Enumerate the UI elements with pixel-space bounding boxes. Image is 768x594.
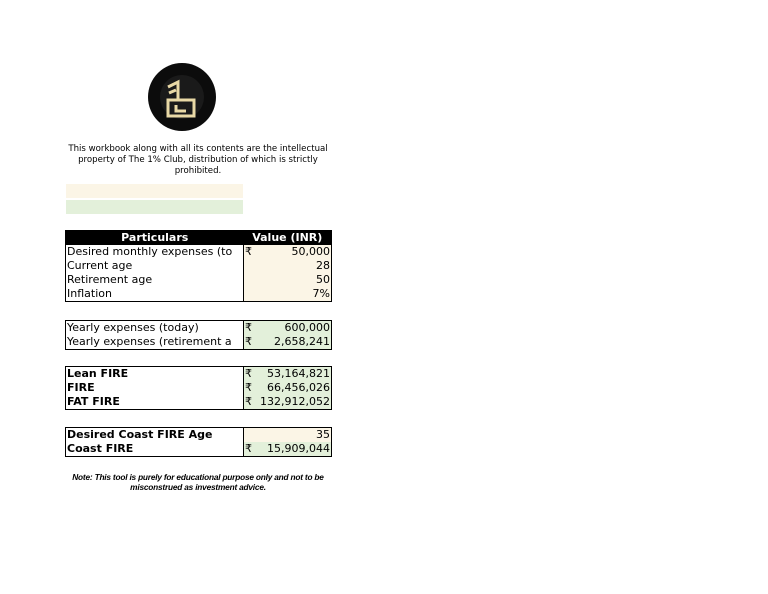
cell-value: 2,658,241 — [274, 335, 330, 348]
yearly-expenses-retirement-cell[interactable] — [244, 335, 332, 350]
row-label: FIRE — [67, 381, 95, 394]
cell-value: 50,000 — [291, 245, 330, 258]
current-age-input[interactable] — [244, 259, 332, 273]
row-label: Desired Coast FIRE Age — [67, 428, 213, 441]
brand-logo — [147, 63, 217, 131]
row-label: Current age — [67, 259, 133, 272]
row-label: Coast FIRE — [67, 442, 134, 455]
inflation-input[interactable] — [244, 287, 332, 302]
cell-value: 66,456,026 — [267, 381, 330, 394]
output-cell-swatch — [66, 200, 243, 214]
cell-value: 50 — [316, 273, 330, 286]
column-header-particulars: Particulars — [66, 231, 244, 246]
retirement-age-input[interactable] — [244, 273, 332, 287]
row-label: Yearly expenses (today) — [67, 321, 199, 334]
currency-symbol: ₹ — [245, 245, 252, 258]
fat-fire-cell[interactable] — [244, 395, 332, 410]
row-label: Retirement age — [67, 273, 153, 286]
cell-value: 15,909,044 — [267, 442, 330, 455]
row-label: Lean FIRE — [67, 367, 129, 380]
cell-value: 600,000 — [284, 321, 330, 334]
coast-fire-table — [65, 427, 332, 457]
row-label: Desired monthly expenses (to — [67, 245, 233, 258]
row-label: Inflation — [67, 287, 112, 300]
lean-fire-cell[interactable] — [244, 367, 332, 382]
row-label: Yearly expenses (retirement a — [67, 335, 232, 348]
column-header-value: Value (INR) — [244, 231, 332, 246]
currency-symbol: ₹ — [245, 395, 252, 408]
row-label: FAT FIRE — [67, 395, 120, 408]
cell-value: 28 — [316, 259, 330, 272]
fire-cell[interactable] — [244, 381, 332, 395]
table-row — [66, 335, 332, 350]
currency-symbol: ₹ — [245, 442, 252, 455]
currency-symbol: ₹ — [245, 367, 252, 380]
currency-symbol: ₹ — [245, 321, 252, 334]
monthly-expenses-input[interactable] — [244, 245, 332, 259]
cell-value: 132,912,052 — [260, 395, 330, 408]
table-row — [66, 245, 332, 259]
expenses-table — [65, 320, 332, 350]
disclaimer-note: Note: This tool is purely for educational purpose only and not to be misconstrued as investment advice. — [72, 472, 324, 492]
cell-value: 7% — [312, 287, 330, 300]
table-row — [66, 273, 332, 287]
yearly-expenses-today-cell[interactable] — [244, 321, 332, 336]
table-row — [66, 259, 332, 273]
fire-table — [65, 366, 332, 410]
table-row — [66, 321, 332, 336]
inputs-table — [65, 230, 332, 302]
coast-fire-cell[interactable] — [244, 442, 332, 457]
cell-value: 35 — [316, 428, 330, 441]
table-row — [66, 428, 332, 443]
coast-fire-age-input[interactable] — [244, 428, 332, 443]
currency-symbol: ₹ — [245, 335, 252, 348]
table-row — [66, 367, 332, 382]
cell-value: 53,164,821 — [267, 367, 330, 380]
table-row — [66, 381, 332, 395]
table-row — [66, 287, 332, 302]
input-cell-swatch — [66, 184, 243, 198]
table-row — [66, 442, 332, 457]
table-row — [66, 395, 332, 410]
copyright-notice: This workbook along with all its contents are the intellectual property of The 1% Club, distribution of which is strictly prohibited. — [68, 144, 328, 176]
currency-symbol: ₹ — [245, 381, 252, 394]
